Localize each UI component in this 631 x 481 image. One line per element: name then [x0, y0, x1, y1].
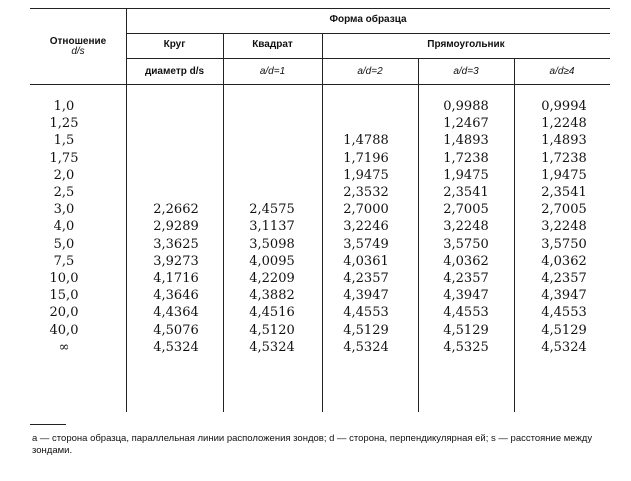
- table-cell: 4,3947: [443, 288, 489, 304]
- table-cell: 1,9475: [541, 167, 587, 183]
- table-cell: 4,5120: [249, 322, 295, 338]
- table-cell: 4,3947: [541, 288, 587, 304]
- row-ratio: 20,0: [49, 305, 79, 321]
- table-cell: 4,4553: [343, 305, 389, 321]
- table-cell: 4,5129: [343, 322, 389, 338]
- table-cell: 3,5750: [541, 236, 587, 252]
- table-cell: 4,0362: [443, 253, 489, 269]
- table-cell: 2,3532: [343, 185, 389, 200]
- table-cell: 3,5749: [343, 236, 389, 252]
- stub-header: Отношение: [49, 36, 107, 47]
- table-cell: 1,7196: [343, 150, 389, 166]
- table-cell: 4,3882: [249, 288, 295, 304]
- row-ratio: 10,0: [49, 271, 79, 286]
- subheader-ad2: a/d=2: [357, 66, 383, 77]
- table-cell: 4,5324: [343, 339, 389, 355]
- table-cell: 4,0095: [249, 253, 295, 269]
- table-cell: 4,4553: [443, 305, 489, 321]
- table-cell: 2,3541: [443, 185, 489, 200]
- row-ratio: 4,0: [53, 219, 75, 235]
- table-cell: 3,9273: [153, 253, 199, 269]
- table-top-rule: [30, 8, 610, 9]
- table-cell: 3,2248: [443, 219, 489, 235]
- row-ratio: 1,75: [49, 150, 79, 166]
- subheader-ad4: a/d≥4: [549, 66, 575, 77]
- group-header-circle: Круг: [163, 39, 186, 50]
- table-cell: 4,0362: [541, 253, 587, 269]
- row-ratio: 15,0: [49, 288, 79, 304]
- row-ratio: 1,25: [49, 116, 79, 132]
- col-divider-3: [418, 58, 419, 412]
- table-cell: 3,5750: [443, 236, 489, 252]
- table-cell: 1,4893: [443, 133, 489, 149]
- group-rule: [126, 58, 610, 59]
- table-cell: 3,3625: [153, 236, 199, 252]
- subheader-diameter: диаметр d/s: [144, 66, 205, 77]
- col-divider-4: [514, 58, 515, 412]
- table-cell: 4,3947: [343, 288, 389, 304]
- table-cell: 1,7238: [541, 150, 587, 166]
- footnote: a — сторона образца, параллельная линии расположения зондов; d — сторона, перпендикулярная ей; s — расстояние между зондами.: [32, 433, 593, 456]
- table-cell: 4,5076: [153, 322, 199, 338]
- table-cell: 2,3541: [541, 185, 587, 200]
- table-cell: 3,2248: [541, 219, 587, 235]
- row-ratio: 40,0: [49, 322, 79, 338]
- table-cell: 1,2248: [541, 116, 587, 132]
- table-cell: 4,2357: [541, 271, 587, 286]
- col-divider-1: [223, 33, 224, 412]
- table-cell: 4,5324: [249, 339, 295, 355]
- table-cell: 4,4364: [153, 305, 199, 321]
- table-cell: 1,4893: [541, 133, 587, 149]
- table-cell: 3,2246: [343, 219, 389, 235]
- row-ratio: 1,0: [53, 99, 75, 114]
- table-cell: 4,3646: [153, 288, 199, 304]
- table-cell: 0,9988: [443, 99, 489, 114]
- row-ratio: 5,0: [53, 236, 75, 252]
- table-cell: 4,2357: [343, 271, 389, 286]
- table-cell: 4,4553: [541, 305, 587, 321]
- group-header-square: Квадрат: [252, 39, 293, 50]
- table-cell: 2,7005: [541, 202, 587, 218]
- table-cell: 1,7238: [443, 150, 489, 166]
- table-title: Форма образца: [329, 14, 407, 25]
- table-cell: 1,9475: [343, 167, 389, 183]
- table-cell: 4,5129: [443, 322, 489, 338]
- row-ratio: 1,5: [53, 133, 75, 149]
- row-ratio: 3,0: [53, 202, 75, 218]
- row-ratio: 7,5: [53, 253, 75, 269]
- stub-header-sub: d/s: [71, 46, 85, 57]
- title-rule: [126, 33, 610, 34]
- table-cell: 3,1137: [249, 219, 295, 235]
- table-cell: 4,1716: [153, 271, 199, 286]
- table-cell: 1,4788: [343, 133, 389, 149]
- table-cell: 3,5098: [249, 236, 295, 252]
- header-bottom-rule: [30, 84, 610, 85]
- table-cell: 2,7005: [443, 202, 489, 218]
- subheader-ad1: a/d=1: [259, 66, 286, 77]
- row-ratio: ∞: [58, 339, 70, 355]
- table-cell: 0,9994: [541, 99, 587, 114]
- group-header-rectangle: Прямоугольник: [427, 39, 505, 50]
- table-cell: 4,2357: [443, 271, 489, 286]
- table-cell: 4,5325: [443, 339, 489, 355]
- table-cell: 2,7000: [343, 202, 389, 218]
- table-cell: 1,9475: [443, 167, 489, 183]
- row-ratio: 2,0: [53, 167, 75, 183]
- table-cell: 4,4516: [249, 305, 295, 321]
- table-cell: 4,5129: [541, 322, 587, 338]
- table-cell: 2,2662: [153, 202, 199, 218]
- table-cell: 1,2467: [443, 116, 489, 132]
- row-ratio: 2,5: [53, 185, 75, 200]
- col-divider-2: [322, 33, 323, 412]
- table-cell: 4,2209: [249, 271, 295, 286]
- table-cell: 4,5324: [541, 339, 587, 355]
- table-cell: 2,4575: [249, 202, 295, 218]
- subheader-ad3: a/d=3: [453, 66, 479, 77]
- footnote-rule: [30, 424, 66, 425]
- table-cell: 2,9289: [153, 219, 199, 235]
- table-cell: 4,5324: [153, 339, 199, 355]
- table-cell: 4,0361: [343, 253, 389, 269]
